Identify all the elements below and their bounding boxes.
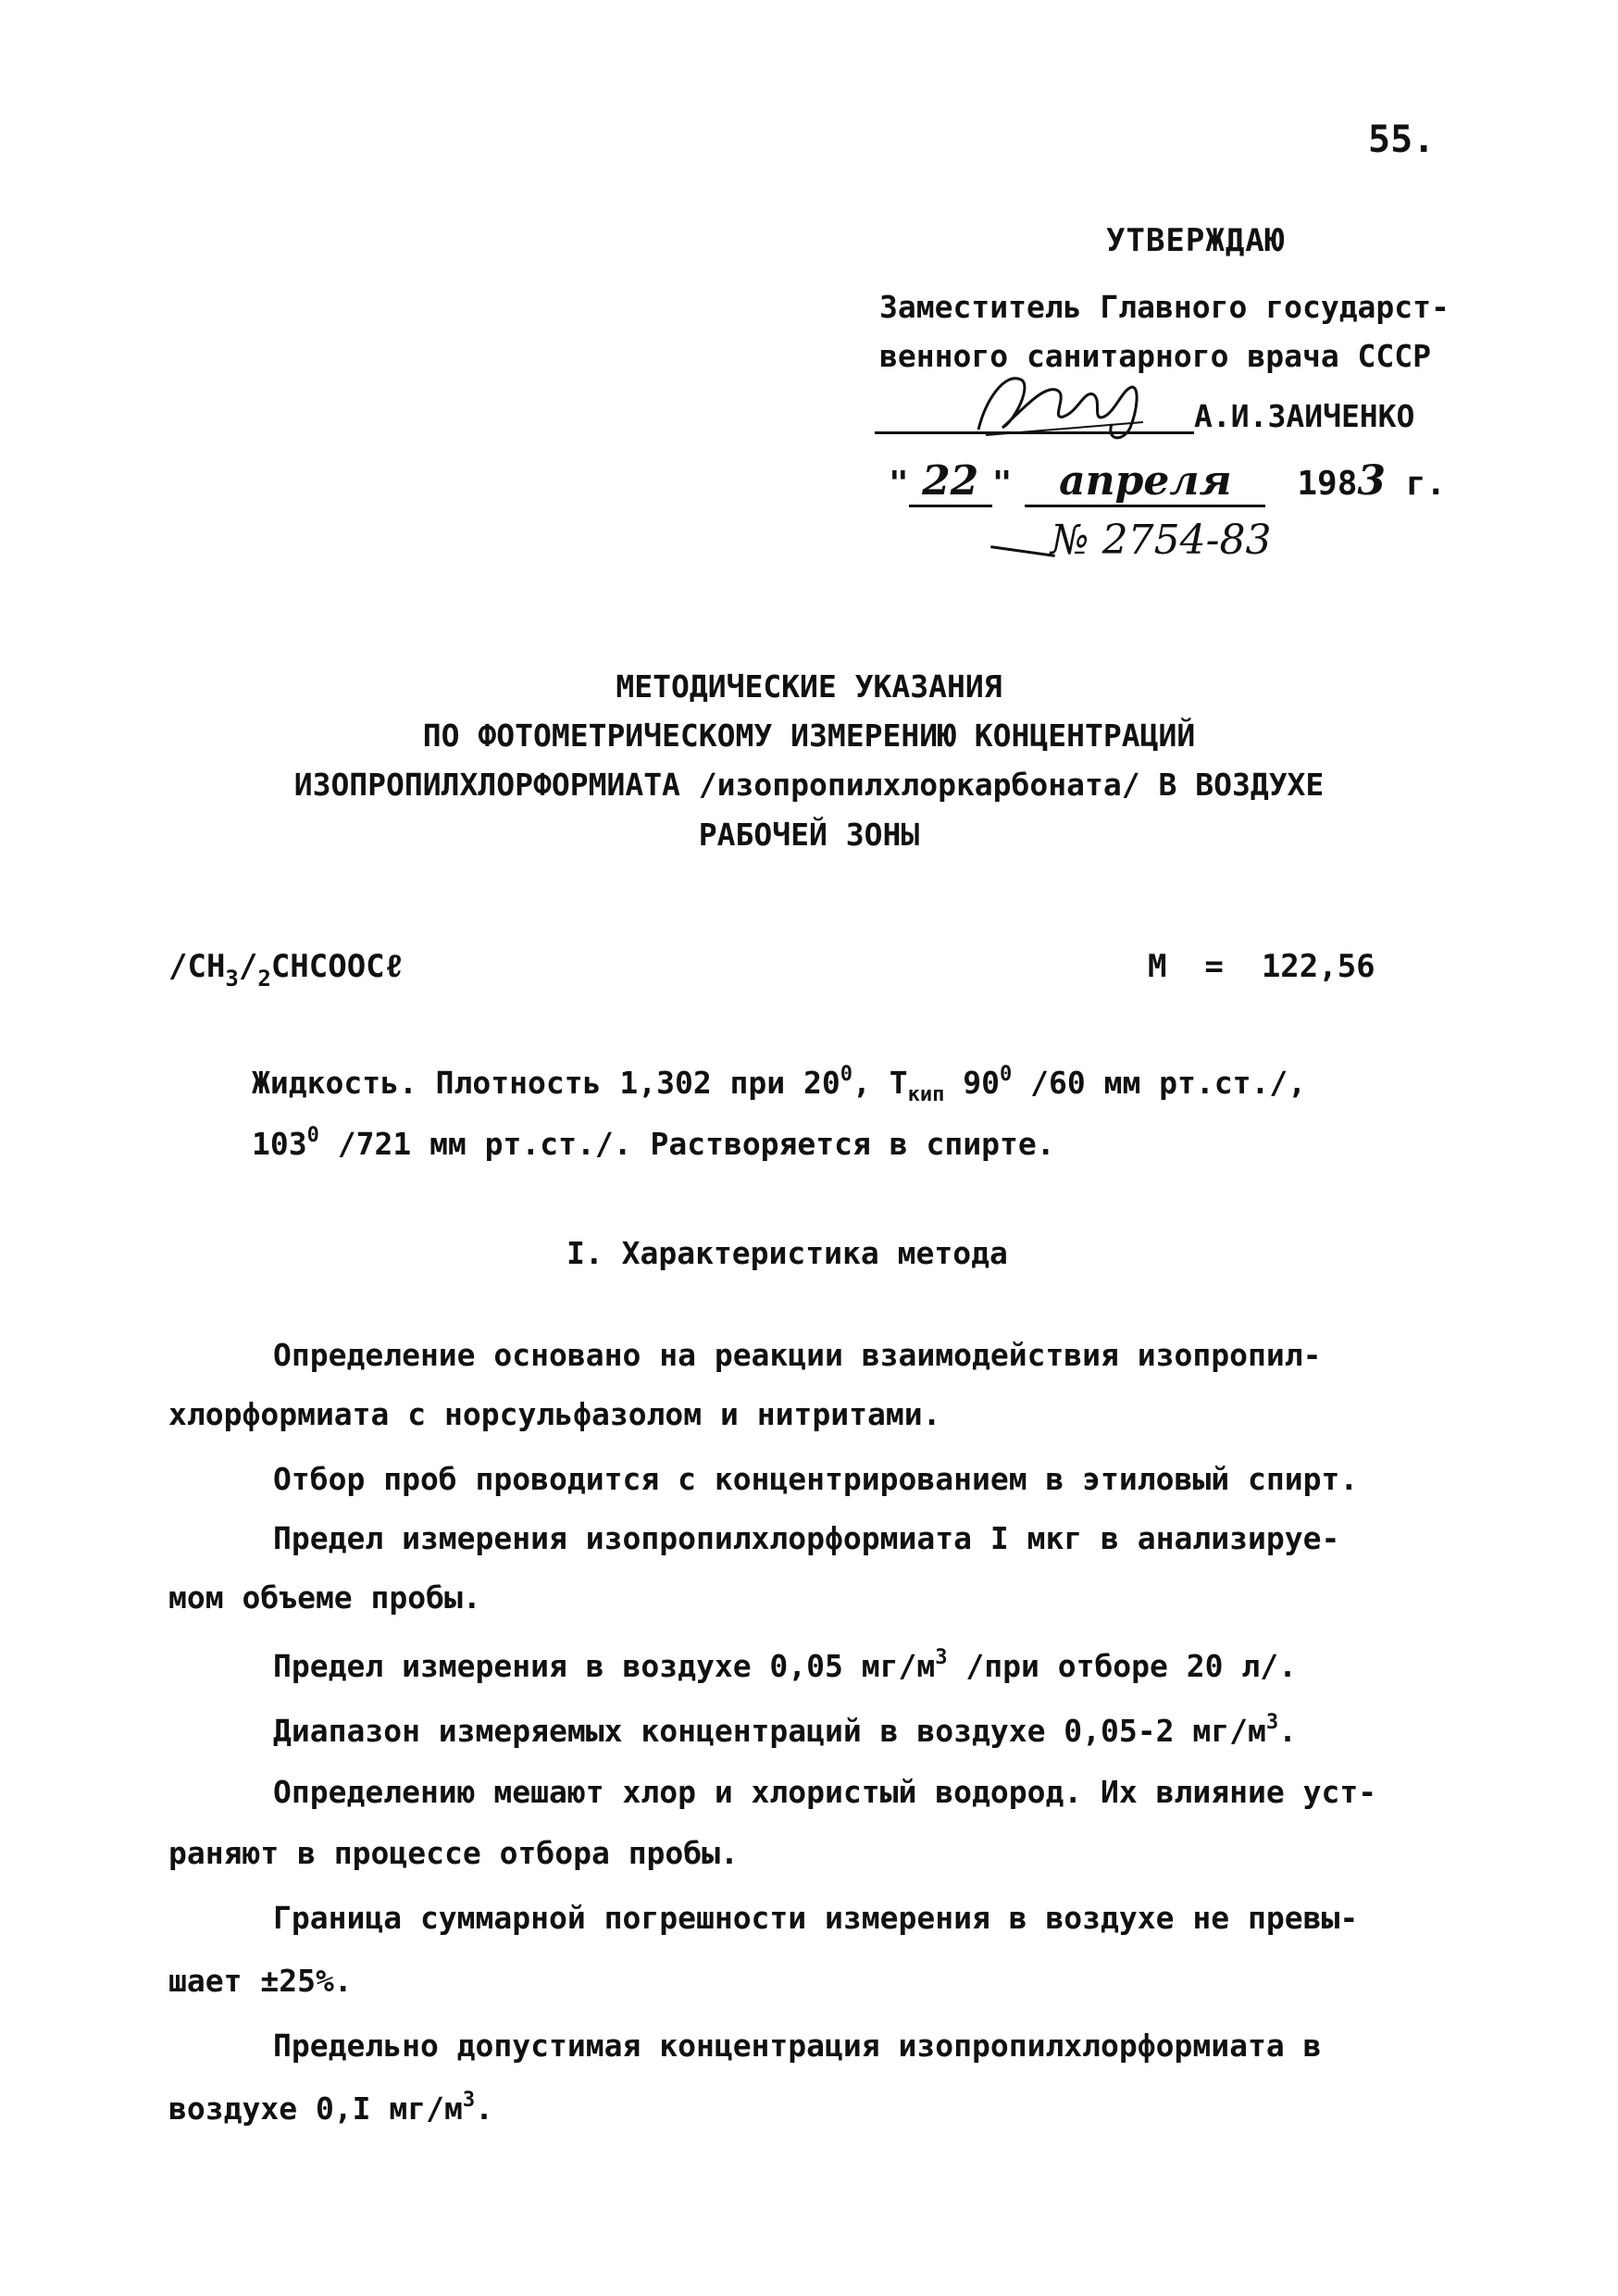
date-month: апреля <box>1025 457 1265 507</box>
document-title-line3: ИЗОПРОПИЛХЛОРФОРМИАТА /изопропилхлоркарбоната/ В ВОЗДУХЕ <box>293 767 1325 803</box>
date-year-suffix: г. <box>1386 465 1447 503</box>
props-text-c: 90 <box>944 1065 1000 1101</box>
signature-line <box>875 431 1194 434</box>
paragraph-line: хлорформиата с норсульфазолом и нитритами. <box>168 1396 941 1432</box>
degree-mark: 0 <box>306 1124 319 1147</box>
paragraph-line: раняют в процессе отбора пробы. <box>168 1835 739 1871</box>
paragraph-line: Определению мешают хлор и хлористый водород. Их влияние уст- <box>273 1774 1377 1810</box>
line-text: Предел измерения в воздухе 0,05 мг/м <box>273 1648 936 1684</box>
formula-subscript2: 2 <box>257 966 271 992</box>
formula-part2: / <box>238 948 258 985</box>
date-year-last-digit: 3 <box>1357 457 1387 505</box>
props2-text-b: /721 мм рт.ст./. Растворяется в спирте. <box>318 1126 1055 1162</box>
document-title-line1: МЕТОДИЧЕСКИЕ УКАЗАНИЯ <box>616 668 1002 705</box>
line-text: /при отборе 20 л/. <box>947 1648 1297 1684</box>
date-open-quote: " <box>889 465 909 503</box>
paragraph-line: шает ±25%. <box>168 1963 353 1999</box>
line-text: Диапазон измеряемых концентраций в воздухе 0,05-2 мг/м <box>273 1713 1266 1749</box>
degree-mark: 0 <box>999 1063 1013 1086</box>
props-text-d: /60 мм рт.ст./, <box>1012 1065 1307 1101</box>
paragraph-line: Определение основано на реакции взаимодействия изопропил- <box>273 1337 1322 1373</box>
paragraph-line: Предел измерения изопропилхлорформиата I мкг в анализируе- <box>273 1520 1340 1556</box>
properties-line1 <box>252 1063 1306 1106</box>
document-title-line2: ПО ФОТОМЕТРИЧЕСКОМУ ИЗМЕРЕНИЮ КОНЦЕНТРАЦИЙ <box>422 718 1196 754</box>
date-year-prefix: 198 <box>1297 465 1358 503</box>
superscript-cubed: 3 <box>935 1646 948 1669</box>
paragraph-line: Предельно допустимая концентрация изопропилхлорформиата в <box>273 2028 1322 2064</box>
props-text-b: , T <box>853 1065 908 1101</box>
chemical-formula <box>168 948 404 992</box>
molar-mass: M = 122,56 <box>1148 948 1375 985</box>
registration-number: № 2754-83 <box>1051 517 1272 564</box>
approval-date <box>889 457 1446 507</box>
page-number: 55. <box>1368 119 1436 161</box>
date-year <box>1297 457 1446 505</box>
boiling-subscript: кип <box>907 1083 945 1106</box>
degree-mark: 0 <box>840 1063 853 1086</box>
paragraph-line: Граница суммарной погрешности измерения в воздухе не превы- <box>273 1900 1359 1936</box>
approver-position-line2: венного санитарного врача СССР <box>879 338 1432 374</box>
document-title-line4: РАБОЧЕЙ ЗОНЫ <box>698 817 920 853</box>
props-text-a: Жидкость. Плотность 1,302 при 20 <box>252 1065 840 1101</box>
paragraph-line <box>273 1646 1297 1684</box>
paragraph-line: мом объеме пробы. <box>168 1579 481 1616</box>
approver-position-line1: Заместитель Главного государст- <box>879 289 1450 325</box>
superscript-cubed: 3 <box>462 2089 476 2112</box>
approval-heading: УТВЕРЖДАЮ <box>1106 222 1286 259</box>
line-text: воздухе 0,I мг/м <box>168 2090 463 2127</box>
formula-part1: /CH <box>168 948 226 985</box>
registration-dash <box>990 545 1055 557</box>
date-close-quote: " <box>991 465 1013 503</box>
superscript-cubed: 3 <box>1265 1711 1279 1734</box>
line-text: . <box>1278 1713 1297 1749</box>
formula-subscript: 3 <box>225 966 239 992</box>
formula-part3: CHCOOCℓ <box>270 948 404 985</box>
props2-text-a: 103 <box>252 1126 307 1162</box>
properties-line2 <box>252 1124 1055 1162</box>
date-day: 22 <box>909 457 992 507</box>
line-text: . <box>475 2090 494 2127</box>
section-heading: I. Характеристика метода <box>566 1235 1008 1271</box>
signatory-name: А.И.ЗАИЧЕНКО <box>1194 398 1415 434</box>
paragraph-line <box>168 2089 493 2127</box>
paragraph-line: Отбор проб проводится с концентрированием в этиловый спирт. <box>273 1461 1359 1497</box>
paragraph-line <box>273 1711 1297 1749</box>
